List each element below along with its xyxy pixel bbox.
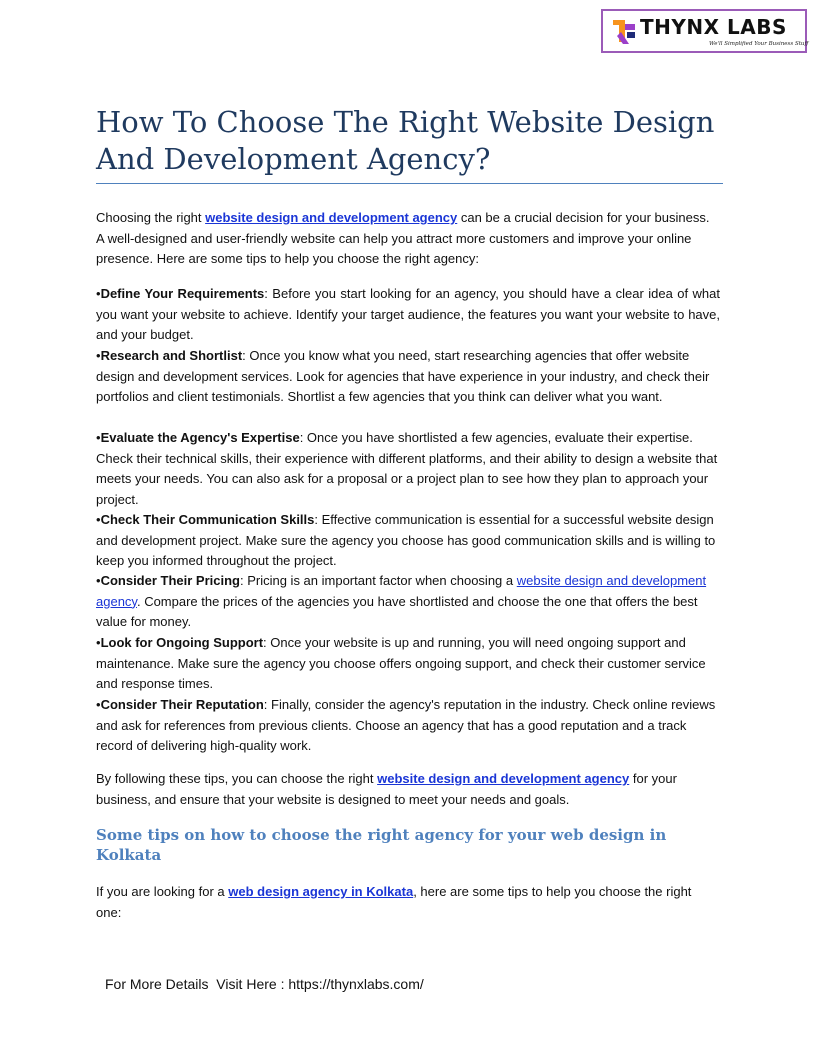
list-item: •Research and Shortlist: Once you know what you need, start researching agencies that offer website design and development services. Look for agencies that have experience in your industry, and check their portfolios and client testimonials. Shortlist a few agencies that you think can deliver what you want. bbox=[96, 348, 710, 405]
agency-link[interactable]: website design and development agency bbox=[205, 210, 458, 225]
list-item: •Evaluate the Agency's Expertise: Once you have shortlisted a few agencies, evaluate their expertise. Check their technical skills, their experience with different platforms, and their ability to design a website that meets your needs. You can also ask for a proposal or a project plan to see how they plan to approach your project. bbox=[96, 430, 718, 507]
kolkata-paragraph: If you are looking for a web design agency in Kolkata, here are some tips to help you choose the right one: bbox=[96, 884, 692, 920]
tip-heading: Consider Their Reputation bbox=[100, 697, 264, 712]
closing-paragraph: By following these tips, you can choose the right website design and development agency for your business, and ensure that your website is designed to meet your needs and goals. bbox=[96, 771, 677, 807]
list-item: •Look for Ongoing Support: Once your website is up and running, you will need ongoing support and maintenance. Make sure the agency you choose offers ongoing support, and check their customer service and response times. bbox=[96, 635, 706, 692]
list-item: •Define Your Requirements: Before you start looking for an agency, you should have a clear idea of what you want your website to achieve. Identify your target audience, the features you want your website to have, and your budget. bbox=[96, 286, 720, 343]
logo-wordmark: THYNX LABS bbox=[640, 15, 787, 39]
intro-paragraph: Choosing the right website design and development agency can be a crucial decision for your business. A well-designed and user-friendly website can help you attract more customers and improve your online presence. Here are some tips to help you choose the right agency: bbox=[96, 210, 710, 267]
tip-heading: Research and Shortlist bbox=[100, 348, 243, 363]
tip-heading: Consider Their Pricing bbox=[100, 573, 240, 588]
section-heading: Some tips on how to choose the right agency for your web design in Kolkata bbox=[96, 826, 667, 864]
logo-mark-icon bbox=[611, 16, 639, 48]
tip-heading: Define Your Requirements bbox=[100, 286, 265, 301]
agency-link[interactable]: website design and development agency bbox=[377, 771, 630, 786]
list-item: •Consider Their Pricing: Pricing is an important factor when choosing a website design and development agency. Compare the prices of the agencies you have shortlisted and choose the one that offers the best value for money. bbox=[96, 573, 707, 630]
logo-tagline: We'll Simplified Your Business Stuff bbox=[709, 41, 809, 47]
tip-heading: Look for Ongoing Support bbox=[100, 635, 264, 650]
list-item: •Check Their Communication Skills: Effective communication is essential for a successful website design and development project. Make sure the agency you choose has good communication skills and is willing to keep you informed throughout the project. bbox=[96, 512, 716, 569]
agency-link[interactable]: website design and development agency bbox=[96, 573, 707, 609]
page-title: How To Choose The Right Website Design And Development Agency? bbox=[96, 105, 715, 176]
page-footer: For More Details Visit Here : https://thynxlabs.com/ bbox=[105, 976, 424, 992]
title-underline bbox=[96, 183, 723, 184]
thynx-labs-logo[interactable] bbox=[601, 9, 807, 53]
tip-heading: Check Their Communication Skills bbox=[100, 512, 315, 527]
list-item: •Consider Their Reputation: Finally, consider the agency's reputation in the industry. Check online reviews and ask for references from previous clients. Choose an agency that has a good reputation and a track record of delivering high-quality work. bbox=[96, 697, 716, 754]
kolkata-agency-link[interactable]: web design agency in Kolkata bbox=[228, 884, 414, 899]
tip-heading: Evaluate the Agency's Expertise bbox=[100, 430, 300, 445]
